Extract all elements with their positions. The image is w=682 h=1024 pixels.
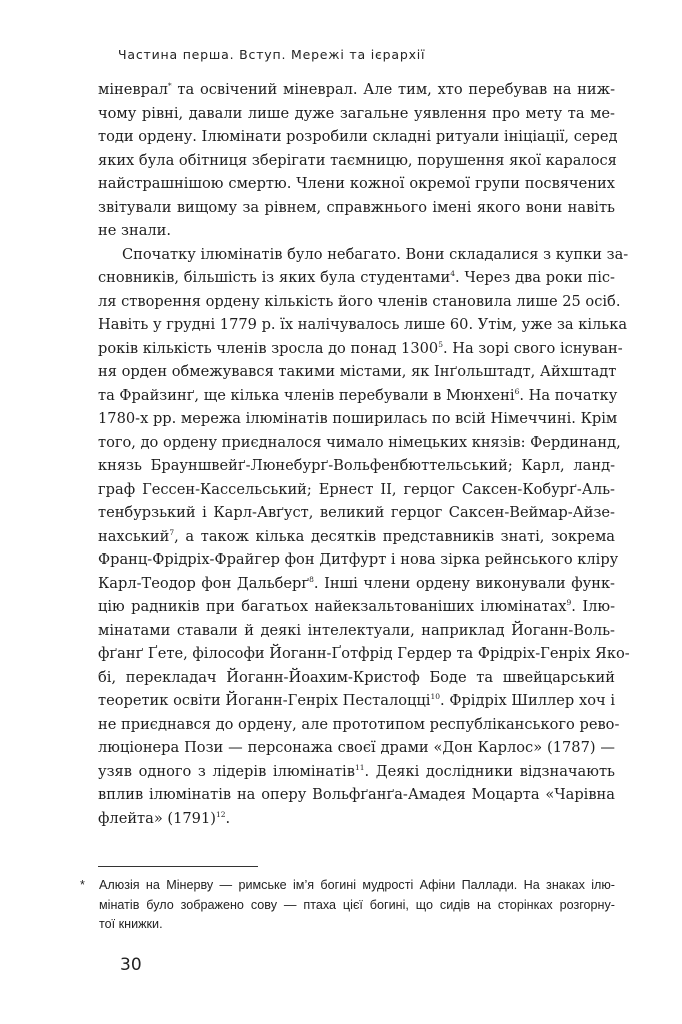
text-line xyxy=(98,172,615,196)
paragraph xyxy=(98,78,618,243)
text-run: Карл-Теодор фон Дальберґ xyxy=(98,574,310,592)
text-run: не приєднався до ордену, але прототипом республіканського рево- xyxy=(98,715,620,733)
text-run: та освічений міневрал. Але тим, хто перебував на ниж- xyxy=(171,81,615,98)
text-run: . xyxy=(225,809,231,827)
text-line xyxy=(98,196,615,220)
text-line xyxy=(98,478,615,502)
text-run: ля створення ордену кількість його членів становила лише 25 осіб. xyxy=(98,292,621,310)
text-run: . Інші члени ордену виконували функ- xyxy=(313,574,615,592)
text-line xyxy=(98,407,618,431)
text-line xyxy=(98,783,615,807)
text-line xyxy=(98,384,618,408)
footnote-ref: 6 xyxy=(514,386,520,396)
body-text xyxy=(98,78,630,830)
text-run: та Фрайзинґ, ще кілька членів перебували в Мюнхені xyxy=(98,386,515,404)
text-run: князь Брауншвейґ-Люнебурґ-Вольфенбюттельський; Карл, ланд- xyxy=(98,457,615,474)
text-run: нахський xyxy=(98,527,170,545)
text-run: Спочатку ілюмінатів було небагато. Вони складалися з купки за- xyxy=(122,245,629,263)
footnote-ref: 4 xyxy=(450,269,456,278)
text-run: ня орден обмежувався такими містами, як Інґольштадт, Айхштадт xyxy=(98,363,617,380)
text-run: . На зорі свого існуван- xyxy=(442,339,623,357)
text-line xyxy=(98,360,615,384)
text-line xyxy=(98,736,615,760)
text-run: вплив ілюмінатів на оперу Вольфґанґа-Амадея Моцарта «Чарівна xyxy=(98,786,615,803)
text-run: , а також кілька десятків представників знаті, зокрема xyxy=(174,527,615,545)
text-run: звітували вищому за рівнем, справжнього імені якого вони навіть xyxy=(98,198,615,216)
text-run: . Через два роки піс- xyxy=(455,269,615,286)
text-run: тоди ордену. Ілюмінати розробили складні ритуали ініціації, серед xyxy=(98,128,618,145)
footnote-ref: 10 xyxy=(430,692,440,701)
text-run: найстрашнішою смертю. Члени кожної окремої групи посвячених xyxy=(98,175,615,192)
text-line xyxy=(98,149,615,173)
running-head: Частина перша. Вступ. Мережі та ієрархії xyxy=(118,47,426,62)
paragraph xyxy=(98,243,630,831)
text-line xyxy=(98,760,615,784)
text-run: того, до ордену приєдналося чимало німецьких князів: Фердинанд, xyxy=(98,433,621,451)
text-line xyxy=(98,807,615,831)
text-run: сновників, більшість із яких була студентами xyxy=(98,269,451,286)
text-line xyxy=(98,290,621,314)
text-line xyxy=(98,572,615,596)
text-line xyxy=(98,548,619,572)
text-run: років кількість членів зросла до понад 1300 xyxy=(98,339,439,357)
footnote-text xyxy=(99,876,615,935)
text-run: люціонера Пози — персонажа своєї драми «Дон Карлос» (1787) — xyxy=(98,739,615,756)
text-run: мінатами ставали й деякі інтелектуали, наприклад Йоганн-Воль- xyxy=(98,621,615,639)
text-run: Франц-Фрідріх-Фрайгер фон Дитфурт і нова зірка рейнського кліру xyxy=(98,551,619,568)
text-line xyxy=(98,125,618,149)
footnote-line: Алюзія на Мінерву — римське ім’я богині мудрості Афіни Паллади. На знаках ілю- xyxy=(99,878,615,892)
text-line xyxy=(98,525,615,549)
text-run: . Фрідріх Шиллер хоч і xyxy=(440,692,615,709)
text-line xyxy=(98,313,628,337)
text-run: чому рівні, давали лише дуже загальне уявлення про мету та ме- xyxy=(98,104,615,122)
text-run: . Ілю- xyxy=(571,598,615,615)
text-line xyxy=(98,642,630,666)
footnote-ref: 8 xyxy=(309,574,314,584)
text-run: тенбурзький і Карл-Авґуст, великий герцог Саксен-Веймар-Айзе- xyxy=(98,504,615,521)
text-line xyxy=(98,689,615,713)
text-line xyxy=(98,713,620,737)
page-number: 30 xyxy=(120,955,142,975)
text-run: флейта» (1791) xyxy=(98,809,216,827)
footnote-ref: 5 xyxy=(438,339,443,349)
text-line xyxy=(98,619,615,643)
text-line xyxy=(98,431,621,455)
text-run: не знали. xyxy=(98,222,172,239)
text-line xyxy=(98,666,615,690)
text-line xyxy=(98,337,623,361)
footnote-mark: * xyxy=(80,878,85,892)
text-line xyxy=(98,78,615,102)
text-run: бі, перекладач Йоганн-Йоахим-Кристоф Боде та швейцарський xyxy=(98,668,615,686)
text-line xyxy=(98,266,615,290)
text-line xyxy=(98,102,615,126)
text-run: . Деякі дослідники відзначають xyxy=(364,762,615,780)
text-run: 1780-х рр. мережа ілюмінатів поширилась по всій Німеччині. Крім xyxy=(98,410,618,427)
footnote-ref: 12 xyxy=(215,809,226,819)
footnote-ref: * xyxy=(167,81,172,90)
footnote-line: тої книжки. xyxy=(99,917,163,931)
text-line xyxy=(98,454,615,478)
text-run: Навіть у грудні 1779 р. їх налічувалось лише 60. Утім, уже за кілька xyxy=(98,316,628,333)
text-run: яких була обітниця зберігати таємницю, порушення якої каралося xyxy=(98,151,617,169)
text-line xyxy=(98,219,615,243)
text-run: граф Гессен-Кассельський; Ернест II, герцог Саксен-Кобурґ-Аль- xyxy=(98,480,615,498)
footnote-divider xyxy=(98,866,258,867)
text-run: фґанґ Ґете, філософи Йоганн-Ґотфрід Гердер та Фрідріх-Генріх Яко- xyxy=(98,645,630,662)
footnote-line: мінатів було зображено сову — птаха цієї богині, що сидів на сторінках розгорну- xyxy=(99,897,615,912)
text-line xyxy=(98,501,615,525)
footnote-ref: 7 xyxy=(169,527,175,537)
footnote-ref: 11 xyxy=(354,762,365,772)
footnote-ref: 9 xyxy=(566,598,572,607)
text-run: . На початку xyxy=(519,386,618,404)
text-run: цію радників при багатьох найекзальтованіших ілюмінатах xyxy=(98,598,567,615)
text-run: теоретик освіти Йоганн-Генріх Песталоцці xyxy=(98,692,431,709)
text-line xyxy=(98,243,629,267)
text-run: міневрал xyxy=(98,81,168,98)
text-run: узяв одного з лідерів ілюмінатів xyxy=(98,762,355,780)
text-line xyxy=(98,595,615,619)
